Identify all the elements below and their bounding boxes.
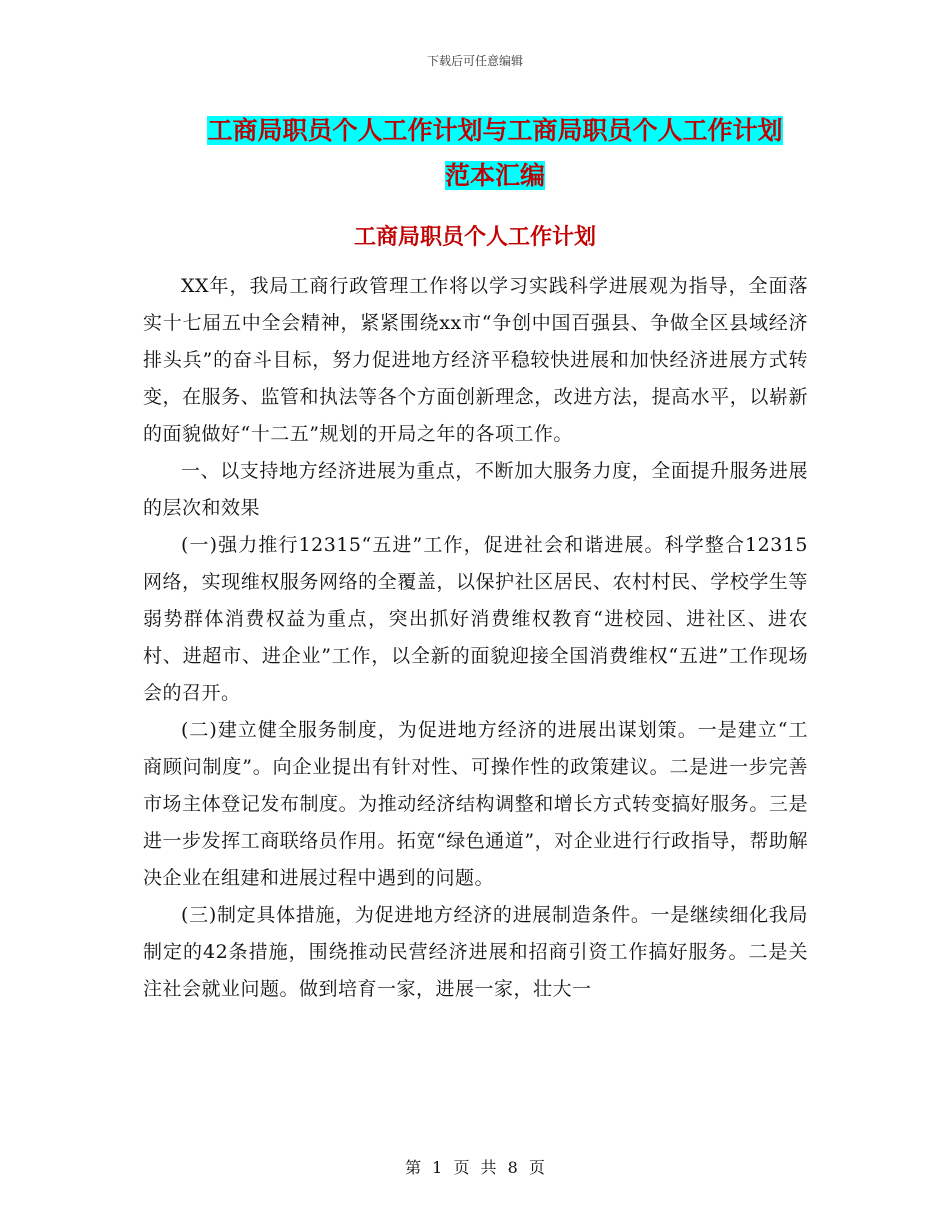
header-note: 下载后可任意编辑 — [426, 54, 523, 68]
paragraph-heading-1: 一、以支持地方经济进展为重点，不断加大服务力度，全面提升服务进展的层次和效果 — [143, 460, 808, 519]
paragraph-item-2: (二)建立健全服务制度，为促进地方经济的进展出谋划策。一是建立“工商顾问制度”。向企业提出有针对性、可操作性的政策建议。二是进一步完善市场主体登记发布制度。为推动经济结构调整和增长方式转变搞好服务。三是进一步发挥工商联络员作用。拓宽“绿色通道”，对企业进行行政指导，帮助解决企业在组建和进展过程中遇到的问题。 — [143, 719, 808, 889]
paragraph-intro: XX年，我局工商行政管理工作将以学习实践科学进展观为指导，全面落实十七届五中全会精神，紧紧围绕xx市“争创中国百强县、争做全区县域经济排头兵”的奋斗目标，努力促进地方经济平稳较快进展和加快经济进展方式转变，在服务、监管和执法等各个方面创新理念，改进方法，提高水平，以崭新的面貌做好“十二五”规划的开局之年的各项工作。 — [143, 275, 808, 445]
page-number: 第 1 页 共 8 页 — [405, 1158, 545, 1177]
document-body — [143, 268, 808, 1008]
document-title — [100, 108, 890, 198]
section-title: 工商局职员个人工作计划 — [353, 225, 596, 250]
document-title-line-1: 工商局职员个人工作计划与工商局职员个人工作计划 — [207, 116, 783, 145]
paragraph-item-1: (一)强力推行12315“五进”工作，促进社会和谐进展。科学整合12315网络，实现维权服务网络的全覆盖，以保护社区居民、农村村民、学校学生等弱势群体消费权益为重点，突出抓好消费维权教育“进校园、进社区、进农村、进超市、进企业”工作，以全新的面貌迎接全国消费维权“五进”工作现场会的召开。 — [143, 534, 808, 704]
document-title-line-2: 范本汇编 — [444, 161, 545, 190]
paragraph-item-3: (三)制定具体措施，为促进地方经济的进展制造条件。一是继续细化我局制定的42条措施，围绕推动民营经济进展和招商引资工作搞好服务。二是关注社会就业问题。做到培育一家，进展一家，壮大一 — [143, 904, 808, 1000]
